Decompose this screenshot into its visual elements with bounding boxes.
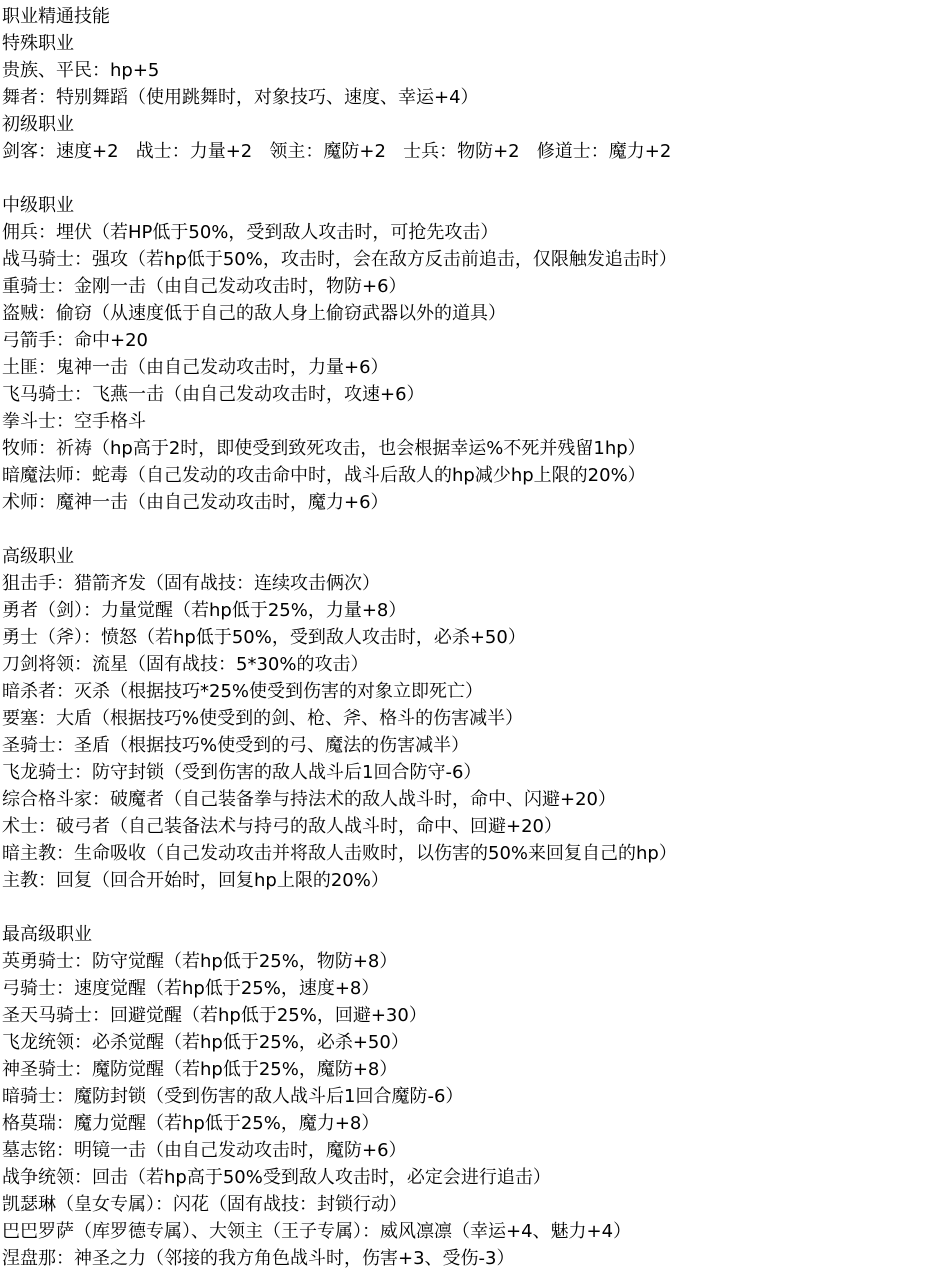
- blank-line: [2, 165, 940, 192]
- blank-line: [2, 516, 940, 543]
- text-line: 战争统领：回击（若hp高于50%受到敌人攻击时，必定会进行追击）: [2, 1167, 551, 1188]
- text-line: 弓箭手：命中+20: [2, 330, 148, 351]
- text-line: 飞马骑士：飞燕一击（由自己发动攻击时，攻速+6）: [2, 384, 425, 405]
- text-line: 最高级职业: [2, 924, 92, 945]
- text-line: 要塞：大盾（根据技巧%使受到的剑、枪、斧、格斗的伤害减半）: [2, 708, 524, 729]
- text-line: 神圣骑士：魔防觉醒（若hp低于25%，魔防+8）: [2, 1059, 398, 1080]
- text-line: 飞龙骑士：防守封锁（受到伤害的敌人战斗后1回合防守-6）: [2, 762, 482, 783]
- text-line: 剑客：速度+2 战士：力量+2 领主：魔防+2 士兵：物防+2 修道士：魔力+2: [2, 141, 672, 162]
- text-line: 职业精通技能: [2, 6, 110, 27]
- text-line: 术师：魔神一击（由自己发动攻击时，魔力+6）: [2, 492, 389, 513]
- text-line: 暗魔法师：蛇毒（自己发动的攻击命中时，战斗后敌人的hp减少hp上限的20%）: [2, 465, 646, 486]
- text-line: 墓志铭：明镜一击（由自己发动攻击时，魔防+6）: [2, 1140, 407, 1161]
- text-line: 勇者（剑）：力量觉醒（若hp低于25%，力量+8）: [2, 600, 407, 621]
- text-line: 土匪：鬼神一击（由自己发动攻击时，力量+6）: [2, 357, 389, 378]
- text-line: 拳斗士：空手格斗: [2, 411, 146, 432]
- text-line: 中级职业: [2, 195, 74, 216]
- text-line: 狙击手：猎箭齐发（固有战技：连续攻击俩次）: [2, 573, 380, 594]
- text-line: 重骑士：金刚一击（由自己发动攻击时，物防+6）: [2, 276, 407, 297]
- text-line: 综合格斗家：破魔者（自己装备拳与持法术的敌人战斗时，命中、闪避+20）: [2, 789, 616, 810]
- text-line: 圣天马骑士：回避觉醒（若hp低于25%，回避+30）: [2, 1005, 427, 1026]
- text-line: 暗杀者：灭杀（根据技巧*25%使受到伤害的对象立即死亡）: [2, 681, 484, 702]
- text-line: 特殊职业: [2, 33, 74, 54]
- text-line: 凯瑟琳（皇女专属）：闪花（固有战技：封锁行动）: [2, 1194, 407, 1215]
- text-line: 牧师：祈祷（hp高于2时，即使受到致死攻击，也会根据幸运%不死并残留1hp）: [2, 438, 646, 459]
- text-line: 飞龙统领：必杀觉醒（若hp低于25%，必杀+50）: [2, 1032, 409, 1053]
- text-line: 初级职业: [2, 114, 74, 135]
- text-line: 弓骑士：速度觉醒（若hp低于25%，速度+8）: [2, 978, 380, 999]
- text-line: 贵族、平民：hp+5: [2, 60, 160, 81]
- text-line: 高级职业: [2, 546, 74, 567]
- text-line: 勇士（斧）：愤怒（若hp低于50%，受到敌人攻击时，必杀+50）: [2, 627, 526, 648]
- text-line: 盗贼：偷窃（从速度低于自己的敌人身上偷窃武器以外的道具）: [2, 303, 506, 324]
- text-line: 主教：回复（回合开始时，回复hp上限的20%）: [2, 870, 389, 891]
- text-line: 暗主教：生命吸收（自己发动攻击并将敌人击败时，以伤害的50%来回复自己的hp）: [2, 843, 677, 864]
- text-line: 英勇骑士：防守觉醒（若hp低于25%，物防+8）: [2, 951, 398, 972]
- text-line: 刀剑将领：流星（固有战技：5*30%的攻击）: [2, 654, 369, 675]
- document-body: [2, 3, 940, 1272]
- text-line: 术士：破弓者（自己装备法术与持弓的敌人战斗时，命中、回避+20）: [2, 816, 562, 837]
- text-line: 暗骑士：魔防封锁（受到伤害的敌人战斗后1回合魔防-6）: [2, 1086, 464, 1107]
- text-line: 佣兵：埋伏（若HP低于50%，受到敌人攻击时，可抢先攻击）: [2, 222, 499, 243]
- text-line: 巴巴罗萨（库罗德专属）、大领主（王子专属）：威风凛凛（幸运+4、魅力+4）: [2, 1221, 632, 1242]
- text-line: 格莫瑞：魔力觉醒（若hp低于25%，魔力+8）: [2, 1113, 380, 1134]
- text-line: 圣骑士：圣盾（根据技巧%使受到的弓、魔法的伤害减半）: [2, 735, 470, 756]
- text-line: 涅盘那：神圣之力（邻接的我方角色战斗时，伤害+3、受伤-3）: [2, 1248, 515, 1269]
- text-line: 舞者：特别舞蹈（使用跳舞时，对象技巧、速度、幸运+4）: [2, 87, 479, 108]
- text-line: 战马骑士：强攻（若hp低于50%，攻击时，会在敌方反击前追击，仅限触发追击时）: [2, 249, 677, 270]
- blank-line: [2, 894, 940, 921]
